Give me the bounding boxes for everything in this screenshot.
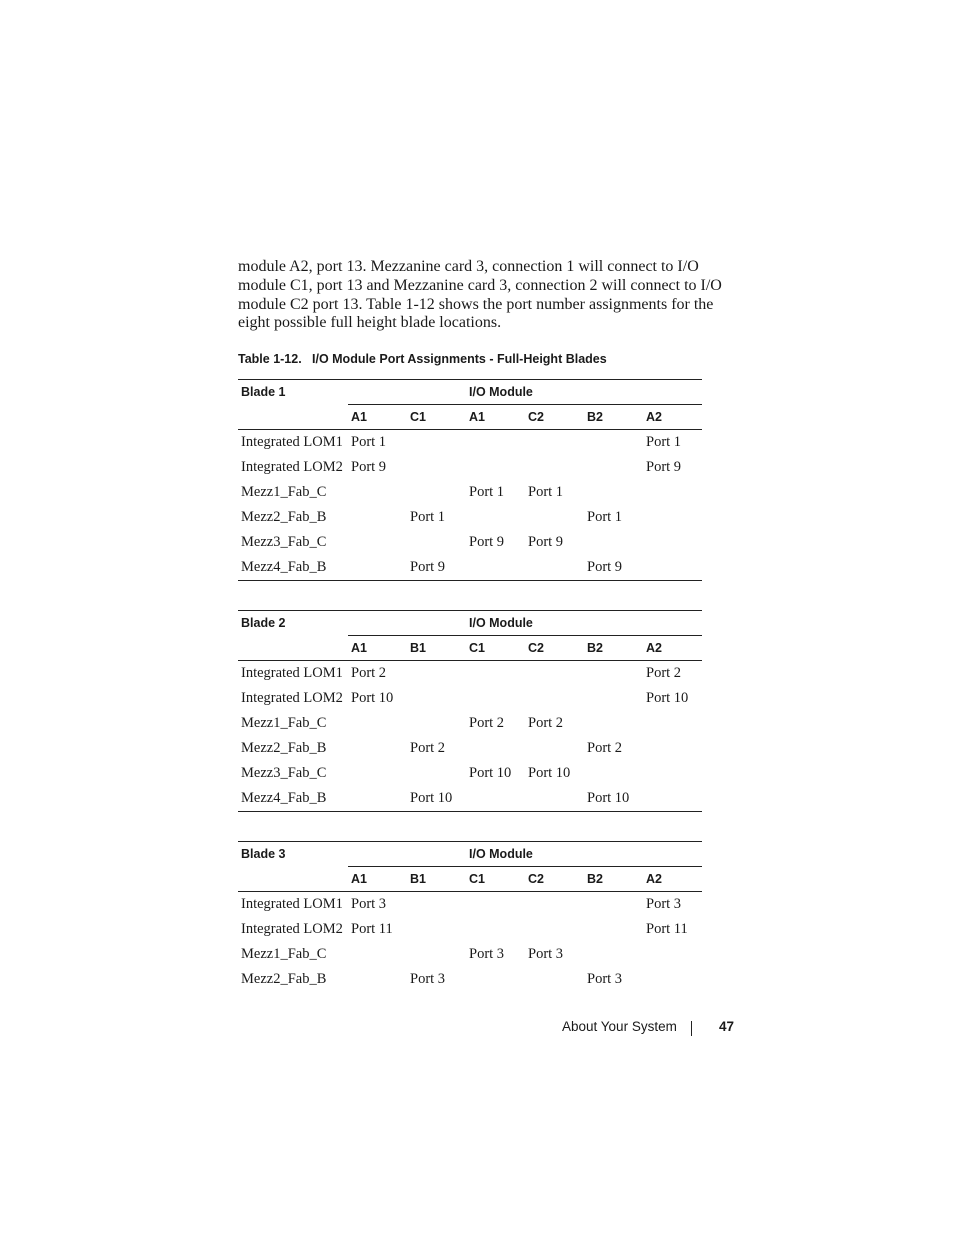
module-header: B2 — [584, 405, 643, 430]
footer-separator — [691, 1021, 692, 1036]
port-cell — [525, 967, 584, 992]
port-cell — [584, 530, 643, 555]
table-row — [238, 455, 702, 480]
blade-label: Blade 2 — [238, 611, 348, 636]
connection-label: Mezz2_Fab_B — [241, 509, 327, 525]
connection-label: Mezz2_Fab_B — [241, 740, 327, 756]
port-cell — [525, 786, 584, 812]
row-label-header — [238, 867, 348, 892]
port-cell: Port 3 — [646, 896, 682, 912]
port-cell — [643, 736, 702, 761]
port-cell — [525, 917, 584, 942]
port-cell: Port 3 — [469, 946, 505, 962]
port-cell — [466, 917, 525, 942]
port-cell — [466, 555, 525, 581]
footer-section-title: About Your System — [562, 1019, 677, 1034]
port-cell: Port 2 — [469, 715, 505, 731]
port-cell — [525, 686, 584, 711]
header-spacer — [348, 611, 466, 636]
port-cell — [643, 711, 702, 736]
port-cell — [525, 661, 584, 687]
port-cell — [348, 967, 407, 992]
port-cell — [584, 661, 643, 687]
port-table-blade-2 — [238, 610, 702, 812]
port-cell — [348, 942, 407, 967]
module-header: B1 — [407, 867, 466, 892]
port-cell — [643, 530, 702, 555]
port-cell: Port 3 — [587, 971, 623, 987]
port-cell — [466, 686, 525, 711]
table-row — [238, 711, 702, 736]
port-cell — [584, 430, 643, 456]
port-cell — [643, 942, 702, 967]
port-cell — [348, 505, 407, 530]
page-number: 47 — [719, 1019, 735, 1034]
connection-label: Mezz1_Fab_C — [241, 946, 327, 962]
port-cell: Port 10 — [528, 765, 571, 781]
port-cell — [466, 736, 525, 761]
port-cell — [584, 455, 643, 480]
port-cell: Port 3 — [351, 896, 387, 912]
connection-label: Mezz4_Fab_B — [238, 555, 348, 581]
module-header: A1 — [348, 636, 407, 661]
port-cell — [525, 892, 584, 918]
port-cell — [348, 530, 407, 555]
port-cell — [407, 480, 466, 505]
table-row — [238, 942, 702, 967]
row-label-header — [238, 636, 348, 661]
port-cell: Port 11 — [351, 921, 393, 937]
table-row — [238, 661, 702, 687]
table-row — [238, 530, 702, 555]
port-cell — [407, 430, 466, 456]
port-cell: Port 1 — [410, 509, 446, 525]
table-row — [238, 917, 702, 942]
port-cell: Port 1 — [528, 484, 564, 500]
port-cell: Port 10 — [407, 786, 466, 812]
module-header: A2 — [643, 867, 702, 892]
port-cell: Port 3 — [528, 946, 564, 962]
port-cell: Port 1 — [351, 434, 387, 450]
connection-label: Integrated LOM1 — [241, 896, 343, 912]
port-cell — [348, 555, 407, 581]
port-table-blade-1 — [238, 379, 702, 581]
port-cell — [643, 761, 702, 786]
port-cell — [584, 711, 643, 736]
table-row — [238, 736, 702, 761]
port-cell — [407, 761, 466, 786]
module-header: B2 — [584, 636, 643, 661]
io-module-group-header: I/O Module — [466, 611, 702, 636]
port-cell — [466, 661, 525, 687]
connection-label: Integrated LOM2 — [241, 690, 343, 706]
port-cell — [407, 530, 466, 555]
port-cell — [525, 555, 584, 581]
module-header: A2 — [643, 405, 702, 430]
port-cell — [407, 686, 466, 711]
port-cell: Port 1 — [469, 484, 505, 500]
port-cell: Port 2 — [351, 665, 387, 681]
port-cell — [643, 786, 702, 812]
header-spacer — [348, 842, 466, 867]
connection-label: Mezz3_Fab_C — [241, 765, 327, 781]
port-cell — [584, 892, 643, 918]
port-cell — [584, 761, 643, 786]
port-cell: Port 10 — [469, 765, 512, 781]
port-cell — [584, 480, 643, 505]
table-row — [238, 480, 702, 505]
connection-label: Integrated LOM1 — [241, 665, 343, 681]
module-header: A1 — [466, 405, 525, 430]
table-row — [238, 430, 702, 456]
port-cell — [466, 786, 525, 812]
connection-label: Integrated LOM2 — [241, 459, 343, 475]
port-cell: Port 2 — [646, 665, 682, 681]
port-cell: Port 11 — [646, 921, 688, 937]
table-row — [238, 686, 702, 711]
body-paragraph: module A2, port 13. Mezzanine card 3, connection 1 will connect to I/O module C1, port 13 and Mezzanine card 3, connection 2 will connect to I/O module C2 port 13. Table 1-12 shows the port number assignments for the eight possible full height blade locations. — [238, 258, 722, 332]
port-cell — [466, 967, 525, 992]
io-module-group-header: I/O Module — [466, 380, 702, 405]
port-cell — [348, 711, 407, 736]
port-cell: Port 1 — [646, 434, 682, 450]
connection-label: Integrated LOM1 — [241, 434, 343, 450]
port-cell — [643, 480, 702, 505]
table-caption-number: Table 1-12. — [238, 352, 302, 366]
blade-label: Blade 1 — [238, 380, 348, 405]
port-cell — [348, 786, 407, 812]
port-cell — [525, 505, 584, 530]
module-header: C2 — [525, 636, 584, 661]
port-cell: Port 9 — [646, 459, 682, 475]
port-cell — [407, 711, 466, 736]
port-cell — [407, 917, 466, 942]
port-cell — [525, 430, 584, 456]
port-cell — [584, 686, 643, 711]
module-header: C1 — [466, 636, 525, 661]
port-cell — [584, 942, 643, 967]
port-cell: Port 2 — [528, 715, 564, 731]
port-cell: Port 3 — [410, 971, 446, 987]
connection-label: Mezz1_Fab_C — [241, 484, 327, 500]
port-cell — [643, 555, 702, 581]
port-cell — [466, 455, 525, 480]
port-cell — [348, 480, 407, 505]
port-cell: Port 9 — [407, 555, 466, 581]
connection-label: Mezz2_Fab_B — [241, 971, 327, 987]
table-row — [238, 761, 702, 786]
port-cell: Port 9 — [469, 534, 505, 550]
connection-label: Mezz4_Fab_B — [238, 786, 348, 812]
port-cell: Port 9 — [528, 534, 564, 550]
port-cell — [466, 505, 525, 530]
table-row — [238, 505, 702, 530]
port-cell — [407, 661, 466, 687]
port-cell: Port 10 — [584, 786, 643, 812]
port-cell — [643, 967, 702, 992]
table-caption-title: I/O Module Port Assignments - Full-Height Blades — [312, 352, 607, 366]
port-cell: Port 10 — [646, 690, 689, 706]
module-header: C1 — [407, 405, 466, 430]
port-cell: Port 9 — [351, 459, 387, 475]
connection-label: Integrated LOM2 — [241, 921, 343, 937]
port-cell — [407, 942, 466, 967]
table-row — [238, 892, 702, 918]
port-cell — [584, 917, 643, 942]
table-caption — [238, 352, 607, 366]
module-header: A2 — [643, 636, 702, 661]
blade-label: Blade 3 — [238, 842, 348, 867]
module-header: C2 — [525, 867, 584, 892]
port-cell: Port 2 — [410, 740, 446, 756]
module-header: C1 — [466, 867, 525, 892]
header-spacer — [348, 380, 466, 405]
table-row — [238, 967, 702, 992]
port-cell: Port 10 — [351, 690, 394, 706]
module-header: A1 — [348, 405, 407, 430]
port-cell — [466, 430, 525, 456]
port-cell — [525, 736, 584, 761]
module-header: C2 — [525, 405, 584, 430]
port-cell — [407, 892, 466, 918]
connection-label: Mezz3_Fab_C — [241, 534, 327, 550]
port-cell — [466, 892, 525, 918]
port-cell: Port 1 — [587, 509, 623, 525]
port-cell — [407, 455, 466, 480]
table-row — [238, 786, 702, 812]
port-cell — [348, 736, 407, 761]
port-cell — [348, 761, 407, 786]
row-label-header — [238, 405, 348, 430]
port-cell: Port 2 — [587, 740, 623, 756]
io-module-group-header: I/O Module — [466, 842, 702, 867]
module-header: A1 — [348, 867, 407, 892]
port-cell: Port 9 — [584, 555, 643, 581]
port-table-blade-3 — [238, 841, 702, 992]
table-row — [238, 555, 702, 581]
module-header: B2 — [584, 867, 643, 892]
port-cell — [643, 505, 702, 530]
module-header: B1 — [407, 636, 466, 661]
port-cell — [525, 455, 584, 480]
connection-label: Mezz1_Fab_C — [241, 715, 327, 731]
